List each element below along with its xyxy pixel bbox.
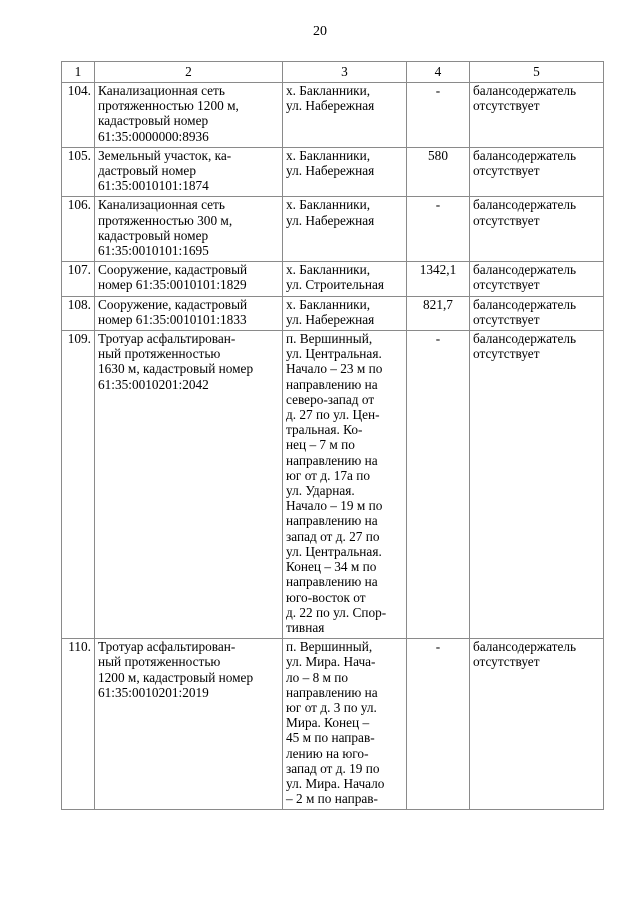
object-address: х. Бакланники, ул. Набережная bbox=[283, 83, 407, 148]
object-name: Сооружение, кадастровый номер 61:35:0010101:1829 bbox=[95, 262, 283, 296]
header-col-4: 4 bbox=[407, 62, 470, 83]
object-address: х. Бакланники, ул. Строительная bbox=[283, 262, 407, 296]
table-row bbox=[62, 331, 604, 639]
object-area: 580 bbox=[407, 147, 470, 197]
row-number: 109. bbox=[62, 331, 95, 639]
object-area: 821,7 bbox=[407, 296, 470, 330]
row-number: 110. bbox=[62, 639, 95, 810]
page-number: 20 bbox=[313, 24, 327, 39]
object-name: Канализационная сеть протяженностью 300 м, кадастровый номер 61:35:0010101:1695 bbox=[95, 197, 283, 262]
row-number: 104. bbox=[62, 83, 95, 148]
header-col-2: 2 bbox=[95, 62, 283, 83]
balance-holder: балансодержатель отсутствует bbox=[470, 639, 604, 810]
header-col-3: 3 bbox=[283, 62, 407, 83]
balance-holder: балансодержатель отсутствует bbox=[470, 83, 604, 148]
object-address: х. Бакланники, ул. Набережная bbox=[283, 296, 407, 330]
row-number: 105. bbox=[62, 147, 95, 197]
property-registry-table bbox=[61, 61, 604, 810]
object-name: Сооружение, кадастровый номер 61:35:0010101:1833 bbox=[95, 296, 283, 330]
balance-holder: балансодержатель отсутствует bbox=[470, 147, 604, 197]
table-row bbox=[62, 83, 604, 148]
object-address: х. Бакланники, ул. Набережная bbox=[283, 197, 407, 262]
object-area: - bbox=[407, 639, 470, 810]
object-name: Тротуар асфальтирован- ный протяженностью 1630 м, кадастровый номер 61:35:0010201:2042 bbox=[95, 331, 283, 639]
table-row bbox=[62, 296, 604, 330]
header-col-1: 1 bbox=[62, 62, 95, 83]
object-area: - bbox=[407, 197, 470, 262]
balance-holder: балансодержатель отсутствует bbox=[470, 296, 604, 330]
header-col-5: 5 bbox=[470, 62, 604, 83]
object-area: 1342,1 bbox=[407, 262, 470, 296]
object-area: - bbox=[407, 83, 470, 148]
table-row bbox=[62, 197, 604, 262]
balance-holder: балансодержатель отсутствует bbox=[470, 262, 604, 296]
balance-holder: балансодержатель отсутствует bbox=[470, 197, 604, 262]
object-area: - bbox=[407, 331, 470, 639]
table-row bbox=[62, 639, 604, 810]
object-name: Канализационная сеть протяженностью 1200 м, кадастровый номер 61:35:0000000:8936 bbox=[95, 83, 283, 148]
table-row bbox=[62, 262, 604, 296]
row-number: 106. bbox=[62, 197, 95, 262]
row-number: 108. bbox=[62, 296, 95, 330]
row-number: 107. bbox=[62, 262, 95, 296]
object-name: Земельный участок, ка- дастровый номер 61:35:0010101:1874 bbox=[95, 147, 283, 197]
object-address: х. Бакланники, ул. Набережная bbox=[283, 147, 407, 197]
object-address: п. Вершинный, ул. Центральная. Начало – 23 м по направлению на северо-запад от д. 27 по ул. Цен- тральная. Ко- нец – 7 м по направлению на юг от д. 17а по ул. Ударная. Начало – 19 м по направлению на запад от д. 27 по ул. Центральная. Конец – 34 м по направлению на юго-восток от д. 22 по ул. Спор- тивная bbox=[283, 331, 407, 639]
table-row bbox=[62, 147, 604, 197]
balance-holder: балансодержатель отсутствует bbox=[470, 331, 604, 639]
object-name: Тротуар асфальтирован- ный протяженностью 1200 м, кадастровый номер 61:35:0010201:2019 bbox=[95, 639, 283, 810]
object-address: п. Вершинный, ул. Мира. Нача- ло – 8 м по направлению на юг от д. 3 по ул. Мира. Конец – 45 м по направ- лению на юго- запад от д. 19 по ул. Мира. Начало – 2 м по направ- bbox=[283, 639, 407, 810]
header-row bbox=[62, 62, 604, 83]
